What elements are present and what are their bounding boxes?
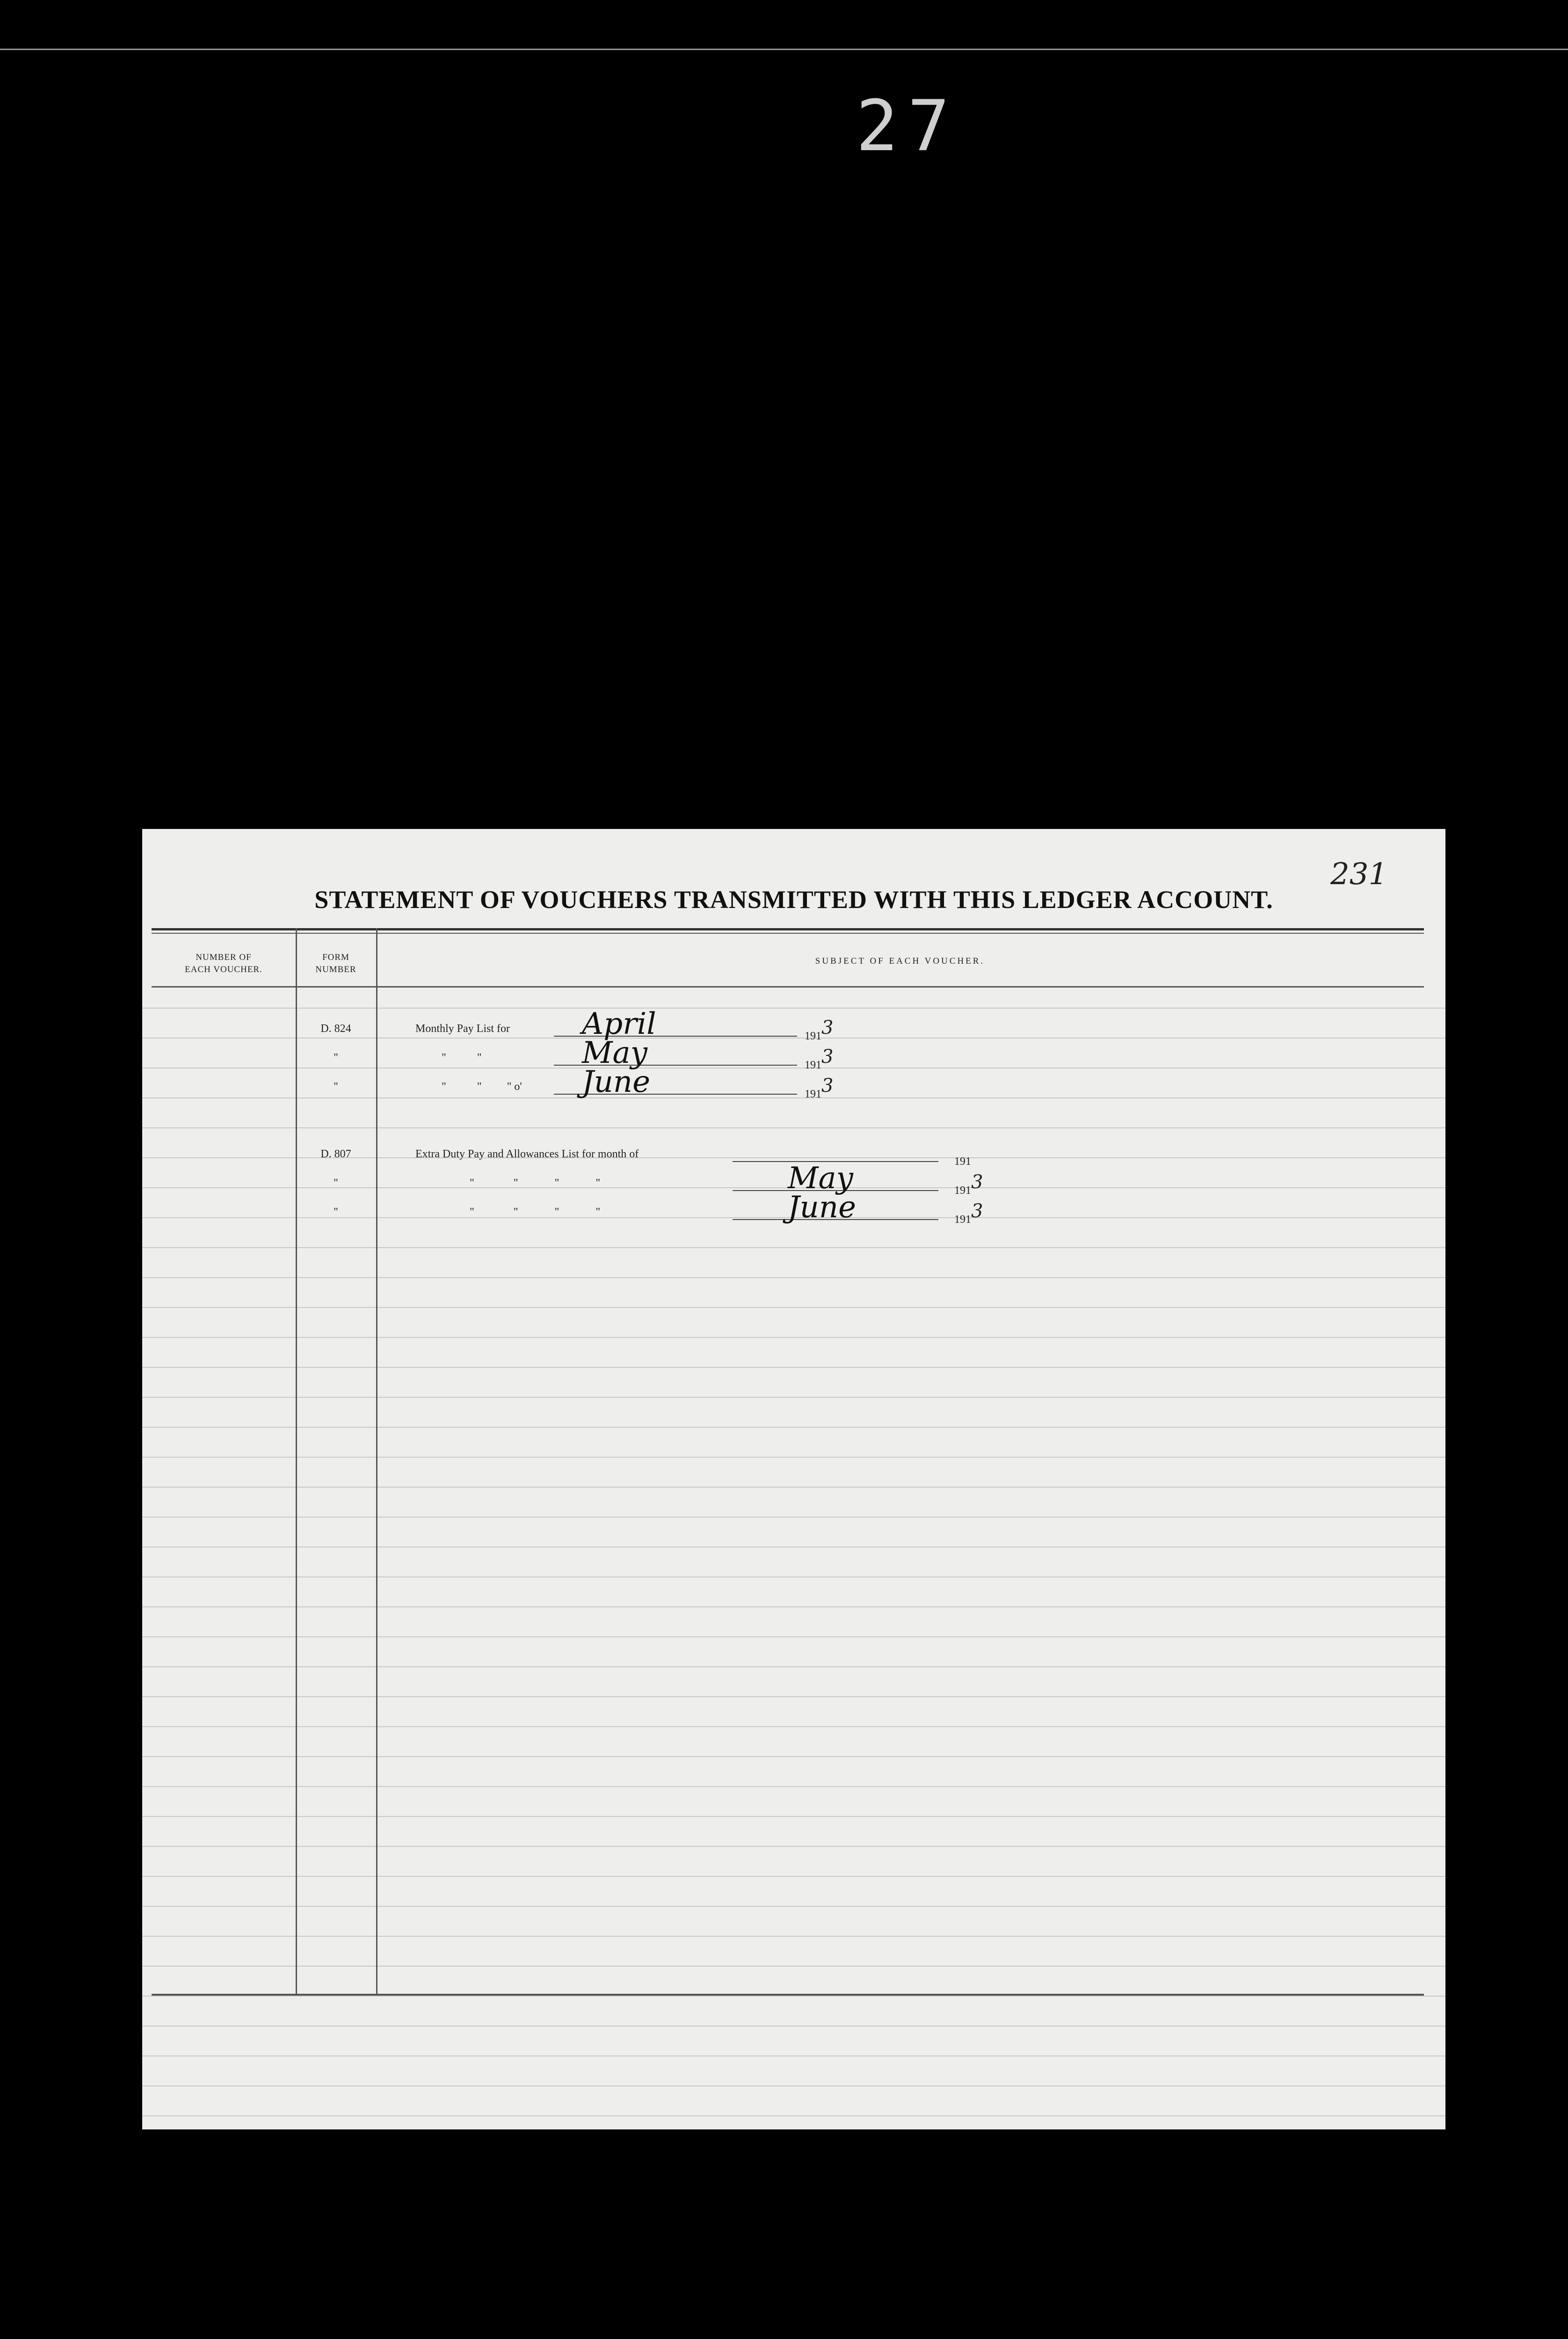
voucher-description: Extra Duty Pay and Allowances List for month of bbox=[415, 1148, 639, 1160]
handwritten-month: June bbox=[582, 1065, 650, 1099]
handwritten-year-digit: 3 bbox=[821, 1075, 834, 1097]
form-number-ditto: " bbox=[334, 1206, 338, 1218]
handwritten-month: May bbox=[788, 1161, 853, 1196]
sheet-title: STATEMENT OF VOUCHERS TRANSMITTED WITH THIS LEDGER ACCOUNT. bbox=[314, 886, 1273, 914]
voucher-row bbox=[142, 1065, 1445, 1102]
voucher-description: Monthly Pay List for bbox=[415, 1023, 510, 1035]
header-rule-thin bbox=[152, 933, 1424, 934]
film-edge-rule bbox=[0, 49, 1568, 50]
voucher-description-ditto: " " bbox=[442, 1052, 482, 1064]
header-rule-thick bbox=[152, 928, 1424, 930]
handwritten-year-digit: 3 bbox=[971, 1200, 983, 1222]
year-prefix: 191 bbox=[805, 1088, 821, 1100]
form-number: D. 807 bbox=[320, 1148, 351, 1160]
handwritten-year-digit: 3 bbox=[821, 1046, 834, 1068]
voucher-row bbox=[142, 1007, 1445, 1044]
handwritten-month: June bbox=[788, 1190, 856, 1225]
ledger-sheet bbox=[142, 829, 1445, 2129]
year-field bbox=[954, 1148, 971, 1170]
year-field bbox=[805, 1046, 834, 1073]
year-prefix: 191 bbox=[805, 1030, 821, 1042]
year-prefix: 191 bbox=[954, 1213, 971, 1226]
year-field bbox=[805, 1017, 834, 1044]
voucher-row bbox=[142, 1190, 1445, 1228]
voucher-description-ditto: " " " o' bbox=[442, 1081, 522, 1093]
year-field bbox=[805, 1075, 834, 1102]
handwritten-year-digit: 3 bbox=[821, 1017, 834, 1039]
year-field bbox=[954, 1171, 983, 1199]
page-folio: 231 bbox=[1330, 857, 1388, 892]
column-header-form-number: FORM NUMBER bbox=[315, 952, 356, 974]
frame-number: 27 bbox=[856, 86, 959, 167]
voucher-description-ditto: " " " " bbox=[470, 1206, 601, 1218]
year-prefix: 191 bbox=[805, 1059, 821, 1071]
form-number-ditto: " bbox=[334, 1081, 338, 1093]
handwritten-month: May bbox=[582, 1036, 647, 1070]
handwritten-year-digit: 3 bbox=[971, 1171, 983, 1193]
column-header-rule bbox=[152, 986, 1424, 988]
voucher-description-ditto: " " " " bbox=[470, 1177, 601, 1189]
year-prefix: 191 bbox=[954, 1184, 971, 1197]
voucher-row bbox=[142, 1036, 1445, 1073]
form-number-ditto: " bbox=[334, 1052, 338, 1064]
year-field bbox=[954, 1200, 983, 1228]
year-prefix: 191 bbox=[954, 1155, 971, 1168]
sheet-bottom-rule bbox=[152, 1994, 1424, 1996]
column-header-voucher-number: NUMBER OF EACH VOUCHER. bbox=[185, 952, 262, 974]
form-number-ditto: " bbox=[334, 1177, 338, 1189]
column-header-subject: SUBJECT OF EACH VOUCHER. bbox=[815, 956, 985, 966]
handwritten-month: April bbox=[582, 1007, 656, 1041]
form-number: D. 824 bbox=[320, 1023, 351, 1035]
